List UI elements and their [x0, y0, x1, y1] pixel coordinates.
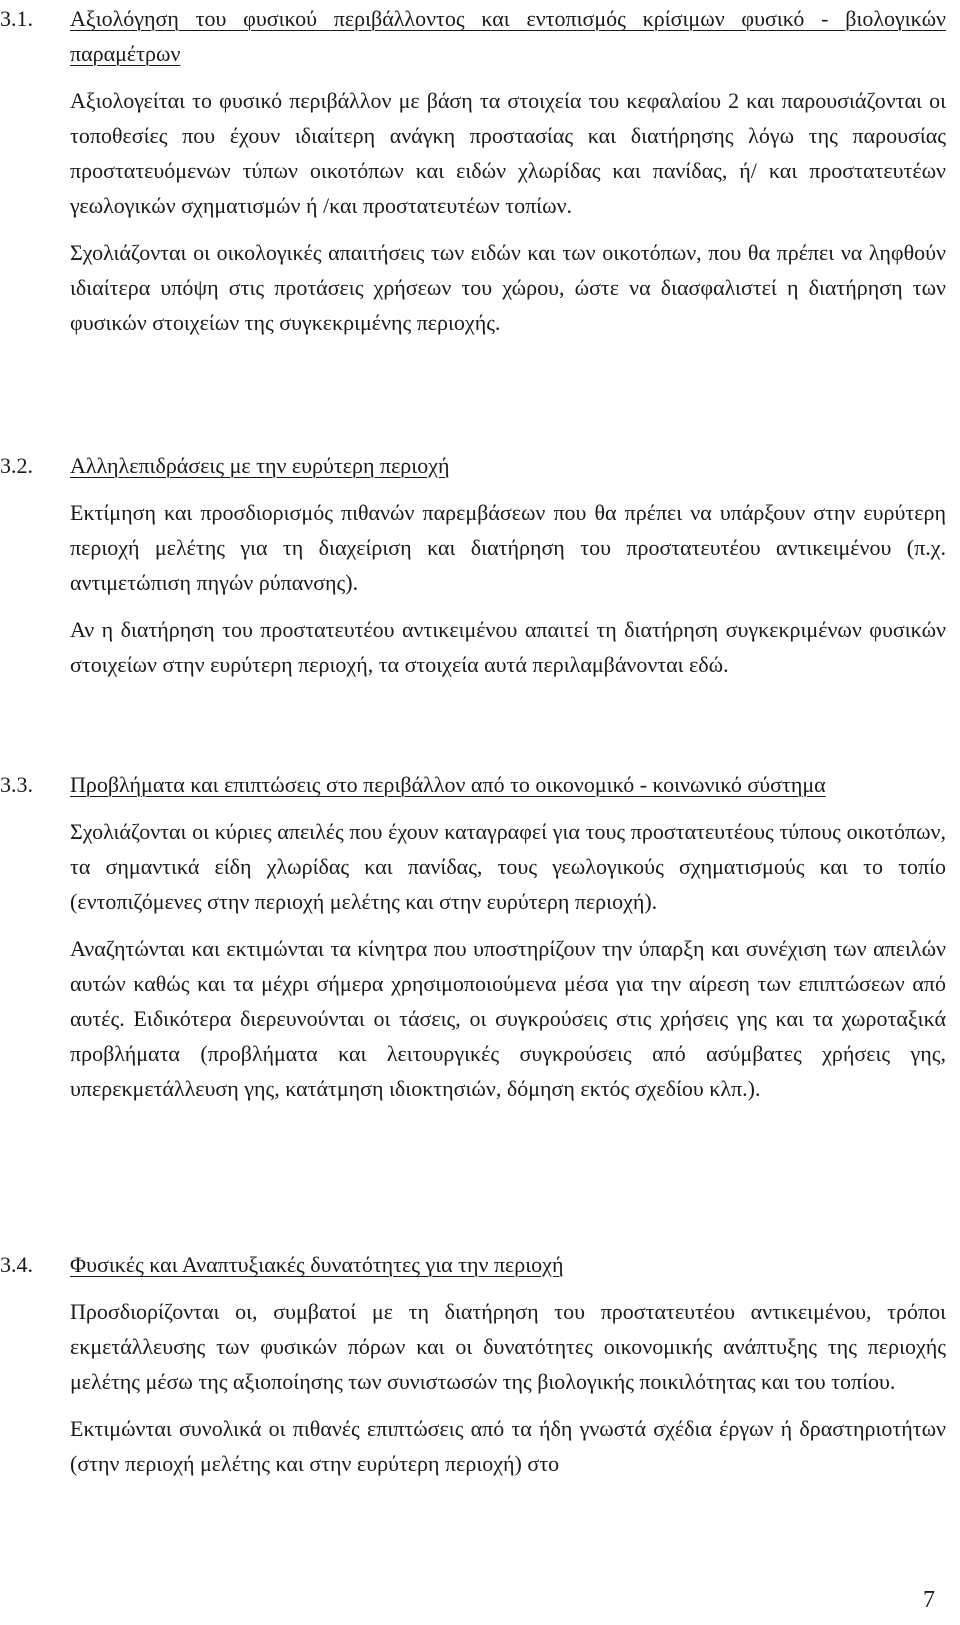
paragraph: Αν η διατήρηση του προστατευτέου αντικειμένου απαιτεί τη διατήρηση συγκεκριμένων φυσικών στοιχείων στην ευρύτερη περιοχή, τα στοιχεία αυτά περιλαμβάνονται εδώ.	[70, 617, 946, 677]
section-heading	[0, 1, 960, 71]
section-title: Προβλήματα και επιπτώσεις στο περιβάλλον από το οικονομικό - κοινωνικό σύστημα	[70, 772, 826, 797]
section-3-1	[0, 1, 960, 340]
section-title: Φυσικές και Αναπτυξιακές δυνατότητες για την περιοχή	[70, 1252, 564, 1277]
section-3-4	[0, 1247, 960, 1481]
section-3-3	[0, 767, 960, 1106]
section-heading	[0, 1247, 960, 1282]
paragraph: Εκτίμηση και προσδιορισμός πιθανών παρεμβάσεων που θα πρέπει να υπάρξουν στην ευρύτερη περιοχή μελέτης για τη διαχείριση και διατήρηση του προστατευτέου αντικειμένου (π.χ. αντιμετώπιση πηγών ρύπανσης).	[70, 500, 946, 595]
paragraph: Αξιολογείται το φυσικό περιβάλλον με βάση τα στοιχεία του κεφαλαίου 2 και παρουσιάζονται οι τοποθεσίες που έχουν ιδιαίτερη ανάγκη προστασίας και διατήρησης λόγω της παρουσίας προστατευόμενων τύπων οικοτόπων και ειδών χλωρίδας και πανίδας, ή/ και προστατευτέων γεωλογικών σχηματισμών ή /και προστατευτέων τοπίων.	[70, 88, 946, 218]
section-number: 3.3.	[0, 772, 33, 797]
section-heading	[0, 448, 960, 483]
section-title: Αλληλεπιδράσεις με την ευρύτερη περιοχή	[70, 453, 450, 478]
section-number: 3.2.	[0, 453, 33, 478]
paragraph: Εκτιμώνται συνολικά οι πιθανές επιπτώσεις από τα ήδη γνωστά σχέδια έργων ή δραστηριοτήτων (στην περιοχή μελέτης και στην ευρύτερη περιοχή) στο	[70, 1416, 946, 1476]
paragraph: Σχολιάζονται οι οικολογικές απαιτήσεις των ειδών και των οικοτόπων, που θα πρέπει να ληφθούν ιδιαίτερα υπόψη στις προτάσεις χρήσεων του χώρου, ώστε να διασφαλιστεί η διατήρηση των φυσικών στοιχείων της συγκεκριμένης περιοχής.	[70, 240, 946, 335]
paragraph: Προσδιορίζονται οι, συμβατοί με τη διατήρηση του προστατευτέου αντικειμένου, τρόποι εκμετάλλευσης των φυσικών πόρων και οι δυνατότητες οικονομικής ανάπτυξης της περιοχής μελέτης μέσω της αξιοποίησης των συνιστωσών της βιολογικής ποικιλότητας και του τοπίου.	[70, 1299, 946, 1394]
section-heading	[0, 767, 960, 802]
section-number: 3.4.	[0, 1252, 33, 1277]
paragraph: Σχολιάζονται οι κύριες απειλές που έχουν καταγραφεί για τους προστατευτέους τύπους οικοτόπων, τα σημαντικά είδη χλωρίδας και πανίδας, τους γεωλογικούς σχηματισμούς και το τοπίο (εντοπιζόμενες στην περιοχή μελέτης και στην ευρύτερη περιοχή).	[70, 819, 946, 914]
page-number: 7	[923, 1587, 935, 1613]
paragraph: Αναζητώνται και εκτιμώνται τα κίνητρα που υποστηρίζουν την ύπαρξη και συνέχιση των απειλών αυτών καθώς και τα μέχρι σήμερα χρησιμοποιούμενα μέσα για την αίρεση των επιπτώσεων από αυτές. Ειδικότερα διερευνούνται οι τάσεις, οι συγκρούσεις στις χρήσεις γης και τα χωροταξικά προβλήματα (προβλήματα και λειτουργικές συγκρούσεις από ασύμβατες χρήσεις γης, υπερεκμετάλλευση γης, κατάτμηση ιδιοκτησιών, δόμηση εκτός σχεδίου κλπ.).	[70, 936, 946, 1101]
section-3-2	[0, 448, 960, 682]
section-title: Αξιολόγηση του φυσικού περιβάλλοντος και εντοπισμός κρίσιμων φυσικό - βιολογικών παραμέτρων	[70, 6, 946, 66]
section-number: 3.1.	[0, 6, 33, 31]
